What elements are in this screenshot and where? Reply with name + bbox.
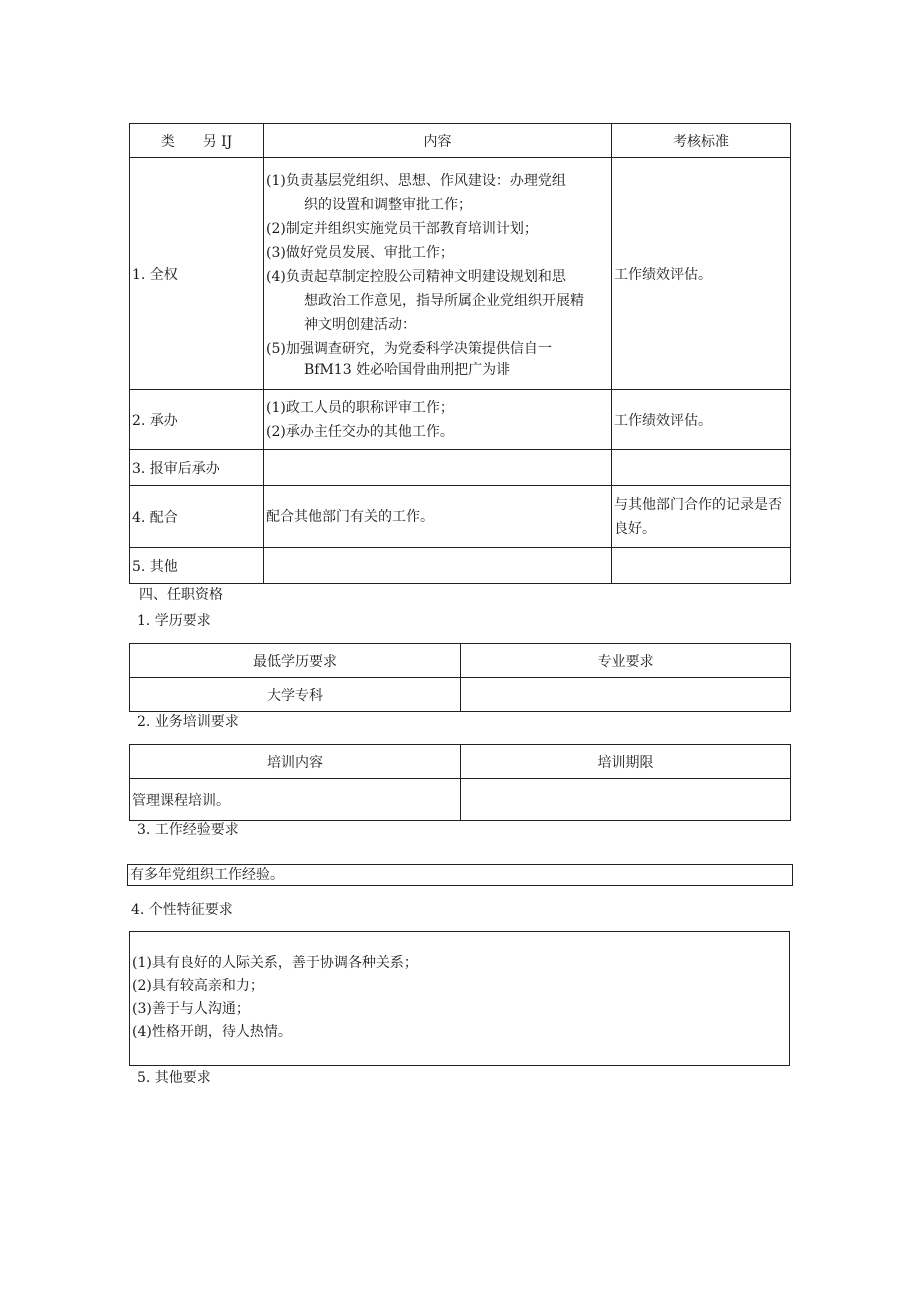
content-line: BfM13 姓必哈国骨曲刑把广为诽 — [304, 361, 511, 378]
education-header-row — [130, 644, 791, 678]
row-content — [264, 548, 612, 584]
training-table — [129, 744, 791, 821]
experience-box — [127, 864, 793, 886]
personality-item: (2)具有较高亲和力； — [132, 978, 264, 994]
row-standard — [612, 548, 791, 584]
education-header-major: 专业要求 — [461, 644, 791, 678]
training-value-row — [130, 779, 791, 821]
education-value-major — [461, 678, 791, 712]
personality-item: (3)善于与人沟通； — [132, 1001, 250, 1017]
training-title: 2. 业务培训要求 — [137, 714, 239, 730]
duty-row-2 — [130, 390, 791, 450]
education-table — [129, 643, 791, 712]
content-line: (1)政工人员的职称评审工作； — [266, 399, 454, 416]
experience-title: 3. 工作经验要求 — [137, 822, 239, 838]
content-line: (2)承办主任交办的其他工作。 — [266, 423, 454, 440]
row-standard: 工作绩效评估。 — [612, 158, 791, 390]
row-category: 5. 其他 — [130, 548, 264, 584]
personality-box — [129, 931, 790, 1066]
training-header-content: 培训内容 — [130, 745, 461, 779]
training-value-content: 管理课程培训。 — [130, 779, 461, 821]
row-category: 4. 配合 — [130, 486, 264, 548]
row-category: 3. 报审后承办 — [130, 450, 264, 486]
duty-table — [129, 123, 791, 584]
row-content — [264, 158, 612, 390]
content-line: 配合其他部门有关的工作。 — [266, 508, 434, 525]
row-standard — [612, 450, 791, 486]
row-category: 1. 全权 — [130, 158, 264, 390]
personality-item: (1)具有良好的人际关系，善于协调各种关系； — [132, 955, 418, 971]
education-value-row — [130, 678, 791, 712]
duty-table-header-row — [130, 124, 791, 158]
header-content: 内容 — [264, 124, 612, 158]
education-title: 1. 学历要求 — [137, 613, 211, 629]
header-category: 类 另 IJ — [130, 124, 264, 158]
other-title: 5. 其他要求 — [137, 1070, 211, 1086]
experience-value: 有多年党组织工作经验。 — [130, 867, 284, 883]
content-line: 神文明创建活动： — [304, 316, 416, 333]
header-standard: 考核标准 — [612, 124, 791, 158]
training-header-row — [130, 745, 791, 779]
row-category: 2. 承办 — [130, 390, 264, 450]
duty-row-5 — [130, 548, 791, 584]
row-standard: 与其他部门合作的记录是否良好。 — [612, 486, 791, 548]
training-value-period — [461, 779, 791, 821]
content-line: (1)负责基层党组织、思想、作风建设：办理党组 — [266, 172, 566, 189]
content-line: (3)做好党员发展、审批工作； — [266, 244, 454, 261]
content-line: 织的设置和调整审批工作； — [304, 196, 472, 213]
duty-row-1 — [130, 158, 791, 390]
training-header-period: 培训期限 — [461, 745, 791, 779]
row-content — [264, 450, 612, 486]
content-line: (4)负责起草制定控股公司精神文明建设规划和思 — [266, 268, 566, 285]
row-content — [264, 390, 612, 450]
personality-title: 4. 个性特征要求 — [131, 902, 233, 918]
personality-item: (4)性格开朗，待人热情。 — [132, 1024, 292, 1040]
row-content — [264, 486, 612, 548]
education-header-min: 最低学历要求 — [130, 644, 461, 678]
row-standard: 工作绩效评估。 — [612, 390, 791, 450]
duty-row-4 — [130, 486, 791, 548]
content-line: (2)制定并组织实施党员干部教育培训计划； — [266, 220, 538, 237]
content-line: (5)加强调查研究，为党委科学决策提供信自一 — [266, 340, 552, 357]
personality-list — [132, 952, 418, 1044]
duty-row-3 — [130, 450, 791, 486]
content-line: 想政治工作意见，指导所属企业党组织开展精 — [304, 292, 584, 309]
education-value-min: 大学专科 — [130, 678, 461, 712]
section-title: 四、任职资格 — [139, 587, 223, 603]
